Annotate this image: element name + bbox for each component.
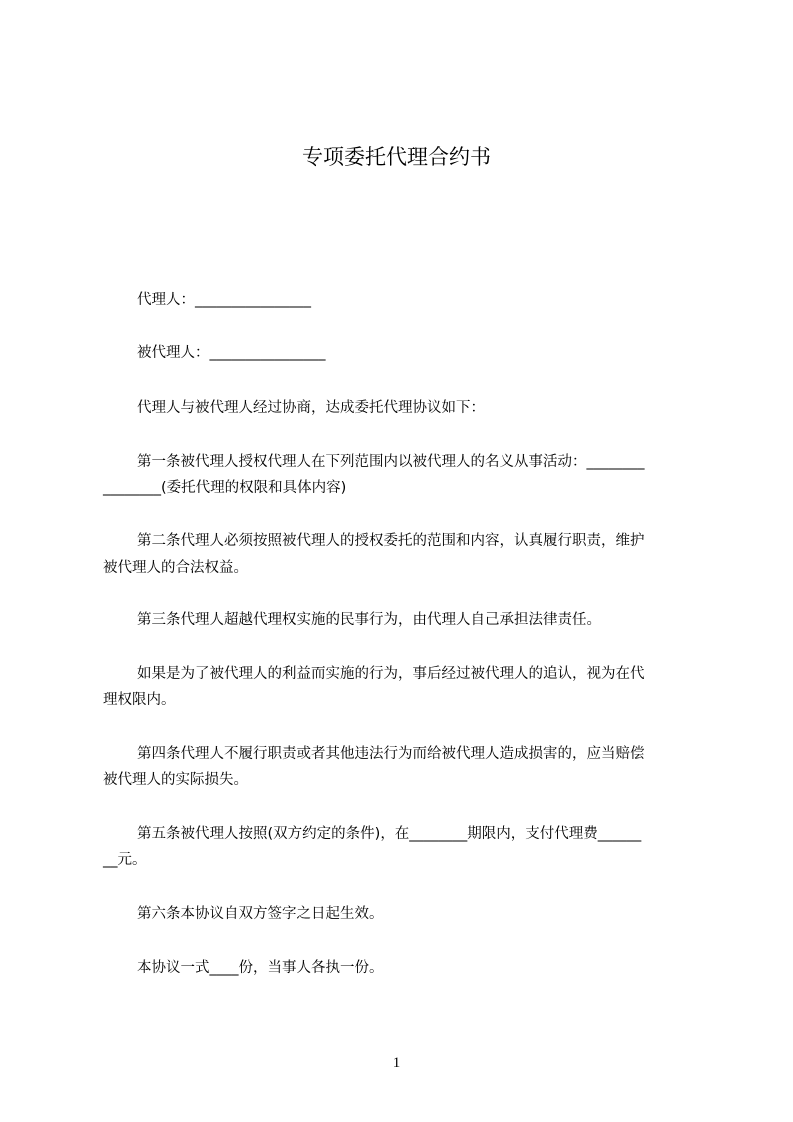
ratification-line-2: 理权限内。 bbox=[103, 692, 176, 708]
article-4-line-2: 被代理人的实际损失。 bbox=[103, 772, 248, 788]
article-1-line-1: 第一条被代理人授权代理人在下列范围内以被代理人的名义从事活动：________ bbox=[137, 454, 645, 470]
article-5-line-1: 第五条被代理人按照(双方约定的条件)，在________期限内，支付代理费______ bbox=[137, 826, 642, 842]
article-6: 第六条本协议自双方签字之日起生效。 bbox=[137, 906, 384, 922]
article-5-line-2: __元。 bbox=[103, 852, 147, 868]
article-3: 第三条代理人超越代理权实施的民事行为，由代理人自己承担法律责任。 bbox=[137, 612, 601, 628]
article-2-line-1: 第二条代理人必须按照被代理人的授权委托的范围和内容，认真履行职责，维护 bbox=[137, 533, 645, 549]
ratification-line-1: 如果是为了被代理人的利益而实施的行为，事后经过被代理人的追认，视为在代 bbox=[137, 666, 645, 682]
document-title: 专项委托代理合约书 bbox=[302, 145, 491, 169]
article-4-line-1: 第四条代理人不履行职责或者其他违法行为而给被代理人造成损害的，应当赔偿 bbox=[137, 746, 645, 762]
copies-clause: 本协议一式____份，当事人各执一份。 bbox=[137, 960, 384, 976]
principal-line: 被代理人：________________ bbox=[137, 345, 326, 361]
intro-paragraph: 代理人与被代理人经过协商，达成委托代理协议如下： bbox=[137, 400, 485, 416]
agent-line: 代理人：________________ bbox=[137, 292, 311, 308]
page-number: 1 bbox=[392, 1055, 401, 1071]
article-2-line-2: 被代理人的合法权益。 bbox=[103, 560, 248, 576]
article-1-line-2: ________(委托代理的权限和具体内容) bbox=[103, 480, 347, 496]
